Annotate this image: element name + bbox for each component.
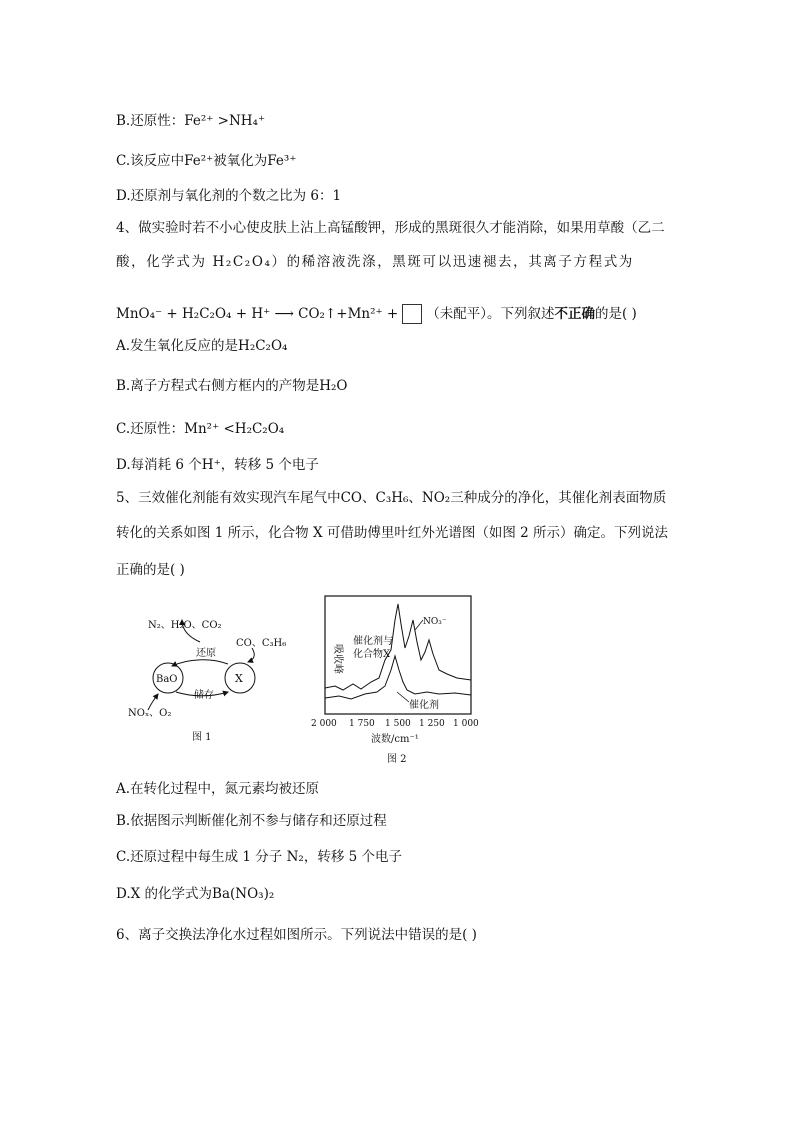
xtick-4: 1 000	[453, 719, 479, 729]
q3-option-c: C.该反应中Fe²⁺被氧化为Fe³⁺	[116, 153, 297, 169]
q4-stem-line2: 酸，化学式为 H₂C₂O₄）的稀溶液洗涤，黑斑可以迅速褪去，其离子方程式为	[116, 254, 634, 270]
q4-stem-tail-pre: （未配平）。下列叙述	[426, 306, 555, 322]
q4-stem-line3	[116, 304, 637, 324]
peak-pointer	[415, 620, 423, 630]
q4-equation: MnO₄⁻ + H₂C₂O₄ + H⁺ ⟶ CO₂↑+Mn²⁺ +	[116, 306, 399, 322]
q3-option-d: D.还原剂与氧化剂的个数之比为 6：1	[116, 188, 342, 204]
plot-frame	[325, 596, 471, 714]
fig1-caption: 图 1	[192, 732, 212, 743]
figure-1	[120, 606, 310, 746]
fig1-right-node: X	[235, 672, 243, 685]
q5-option-b: B.依据图示判断催化剂不参与储存和还原过程	[116, 813, 387, 829]
q4-option-b: B.离子方程式右侧方框内的产物是H₂O	[116, 378, 348, 394]
xtick-2: 1 500	[385, 719, 411, 729]
fig1-top-label: N₂、H₂O、CO₂	[148, 620, 222, 631]
q3-option-b: B.还原性：Fe²⁺ >NH₄⁺	[116, 113, 266, 129]
fig2-caption: 图 2	[387, 754, 407, 765]
q5-option-a: A.在转化过程中，氮元素均被还原	[116, 781, 320, 797]
fig2-ylabel: 吸收峰	[332, 644, 343, 674]
fig2-peak-label: NO₃⁻	[423, 617, 447, 627]
fig2-xlabel: 波数/cm⁻¹	[371, 734, 419, 745]
q5-stem-line1: 5、三效催化剂能有效实现汽车尾气中CO、C₃H₆、NO₂三种成分的净化，其催化剂表面物质	[116, 490, 667, 506]
q6-stem: 6、离子交换法净化水过程如图所示。下列说法中错误的是( )	[116, 927, 477, 943]
q4-stem-bold: 不正确	[554, 306, 595, 322]
blank-box	[402, 304, 422, 324]
figure-2	[305, 590, 485, 770]
q5-stem-line3: 正确的是( )	[116, 562, 185, 578]
series-catalyst-x	[325, 604, 471, 690]
fig1-right-label: CO、C₃H₆	[236, 638, 287, 649]
fig2-series1-line1: 催化剂与	[353, 636, 393, 647]
xtick-3: 1 250	[419, 719, 445, 729]
q5-option-d: D.X 的化学式为Ba(NO₃)₂	[116, 886, 275, 902]
series2-pointer	[397, 692, 409, 702]
x-ticks	[311, 719, 479, 729]
fig2-series1-line2: 化合物X	[353, 649, 391, 660]
q4-stem-tail-post: 的是( )	[595, 306, 637, 322]
fig1-left-node: BaO	[156, 674, 178, 685]
q4-option-d: D.每消耗 6 个H⁺，转移 5 个电子	[116, 457, 319, 473]
q4-option-c: C.还原性：Mn²⁺ <H₂C₂O₄	[116, 421, 285, 437]
fig2-series2-label: 催化剂	[409, 700, 439, 711]
xtick-0: 2 000	[311, 719, 337, 729]
q5-option-c: C.还原过程中每生成 1 分子 N₂，转移 5 个电子	[116, 849, 402, 865]
fig1-bottom-label: NOₓ、O₂	[128, 708, 172, 719]
fig1-store-label: 储存	[194, 690, 214, 701]
q5-stem-line2: 转化的关系如图 1 所示，化合物 X 可借助傅里叶红外光谱图（如图 2 所示）确定。下列说法	[116, 525, 669, 541]
q4-stem-line1: 4、做实验时若不小心使皮肤上沾上高锰酸钾，形成的黑斑很久才能消除，如果用草酸（乙二	[116, 220, 665, 236]
reduce-arc	[172, 660, 228, 666]
q4-option-a: A.发生氧化反应的是H₂C₂O₄	[116, 338, 288, 354]
reactant-arrow	[248, 648, 254, 662]
xtick-1: 1 750	[349, 719, 375, 729]
fig1-reduce-label: 还原	[196, 648, 216, 659]
